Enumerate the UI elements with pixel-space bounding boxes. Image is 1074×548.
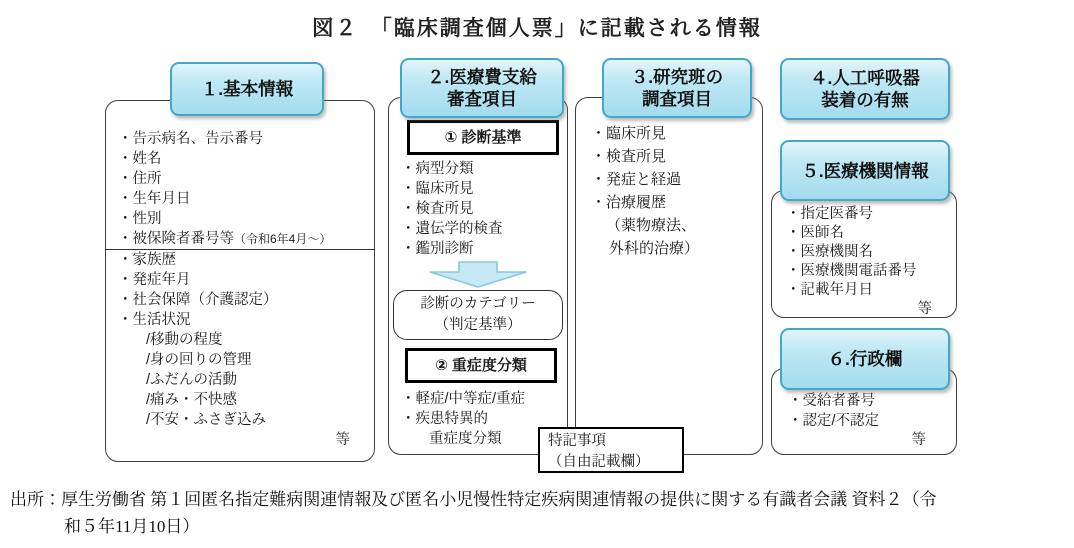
basic-item: ・住所 xyxy=(118,171,162,187)
criteria-item: ・検査所見 xyxy=(401,201,474,217)
research-item: ・臨床所見 xyxy=(591,125,667,142)
diagnosis-category-box xyxy=(393,290,563,340)
header-admin-column-label: ６.行政欄 xyxy=(827,349,903,369)
research-item: ・発症と経過 xyxy=(591,171,682,188)
header-medical-institution-label: ５.医療機関情報 xyxy=(801,160,929,181)
header-research-line2: 調査項目 xyxy=(642,89,712,109)
criteria-item: ・遺伝学的検査 xyxy=(401,221,503,237)
life-status-subitem: /不安・ふさぎ込み xyxy=(146,412,267,428)
etc-label: 等 xyxy=(911,432,926,448)
panel-medical-review xyxy=(388,97,568,455)
basic-item: ・家族歴 xyxy=(118,252,176,268)
etc-label: 等 xyxy=(335,432,350,448)
basic-item-insured-number xyxy=(106,229,374,250)
header-medical-review-line2: 審査項目 xyxy=(447,89,517,109)
diagnosis-criteria-box: ① 診断基準 xyxy=(407,120,559,155)
basic-item: ・告示病名、告示番号 xyxy=(118,131,263,147)
header-research-line1: ３.研究班の xyxy=(630,67,724,87)
insured-number-note: （令和6年4月～） xyxy=(234,232,332,246)
figure-title: 図２ 「臨床調査個人票」に記載される情報 xyxy=(312,17,762,40)
research-subitem: （薬物療法、 xyxy=(606,217,697,234)
header-ventilator-line2: 装着の有無 xyxy=(821,90,909,110)
header-medical-review-line1: ２.医療費支給 xyxy=(427,67,537,87)
header-ventilator xyxy=(780,58,950,120)
header-ventilator-line1: ４.人工呼吸器 xyxy=(810,68,920,88)
source-line1: 出所：厚生労働省 第１回匿名指定難病関連情報及び匿名小児慢性特定疾病関連情報の提供に関する有識者会議 資料２（令 xyxy=(10,490,937,509)
panel-medical-institution xyxy=(771,190,957,318)
panel-basic-info xyxy=(105,100,375,462)
criteria-item: ・鑑別診断 xyxy=(401,241,474,257)
research-item: ・検査所見 xyxy=(591,148,667,165)
institution-item: ・記載年月日 xyxy=(786,282,873,298)
diagnosis-category-line1: 診断のカテゴリー xyxy=(420,296,536,312)
diagnosis-category-line2: （判定基準） xyxy=(434,317,522,333)
research-subitem: 外科的治療） xyxy=(609,240,700,257)
admin-item: ・認定/不認定 xyxy=(788,413,880,429)
header-basic-info-label: １.基本情報 xyxy=(200,79,294,99)
header-admin-column xyxy=(780,328,950,390)
source-line2: 和５年11月10日） xyxy=(64,517,200,536)
special-note-line1: 特記事項 xyxy=(548,433,606,449)
severity-item-indent: 重症度分類 xyxy=(429,431,502,447)
severity-classification-box: ② 重症度分類 xyxy=(405,348,557,383)
life-status-subitem: /ふだんの活動 xyxy=(146,372,238,388)
institution-item: ・医師名 xyxy=(786,225,844,241)
basic-item: ・姓名 xyxy=(118,151,162,167)
panel-research-items xyxy=(575,97,763,455)
basic-item: ・社会保障（介護認定） xyxy=(118,292,278,308)
basic-item: ・生活状況 xyxy=(118,312,191,328)
source-citation xyxy=(10,486,1070,540)
severity-item: ・軽症/中等症/重症 xyxy=(401,391,526,407)
life-status-subitem: /身の回りの管理 xyxy=(146,352,252,368)
institution-item: ・指定医番号 xyxy=(786,206,873,222)
life-status-subitem: /移動の程度 xyxy=(146,332,223,348)
institution-item: ・医療機関名 xyxy=(786,244,873,260)
criteria-item: ・臨床所見 xyxy=(401,181,474,197)
basic-item: ・発症年月 xyxy=(118,272,191,288)
institution-item: ・医療機関電話番号 xyxy=(786,263,917,279)
admin-item: ・受給者番号 xyxy=(788,393,875,409)
header-medical-review xyxy=(400,58,564,118)
research-item: ・治療履歴 xyxy=(591,194,667,211)
basic-item: ・性別 xyxy=(118,211,162,227)
down-arrow-icon xyxy=(426,261,530,288)
basic-item: ・生年月日 xyxy=(118,191,191,207)
header-research-items xyxy=(602,58,752,118)
insured-number-label: ・被保険者番号等 xyxy=(118,231,234,247)
life-status-subitem: /痛み・不快感 xyxy=(146,392,238,408)
etc-label: 等 xyxy=(917,301,932,317)
severity-item: ・疾患特異的 xyxy=(401,411,488,427)
special-note-line2: （自由記載欄） xyxy=(548,454,650,470)
criteria-item: ・病型分類 xyxy=(401,161,474,177)
special-note-box xyxy=(538,427,684,473)
header-basic-info xyxy=(170,62,324,116)
header-medical-institution xyxy=(780,140,950,201)
